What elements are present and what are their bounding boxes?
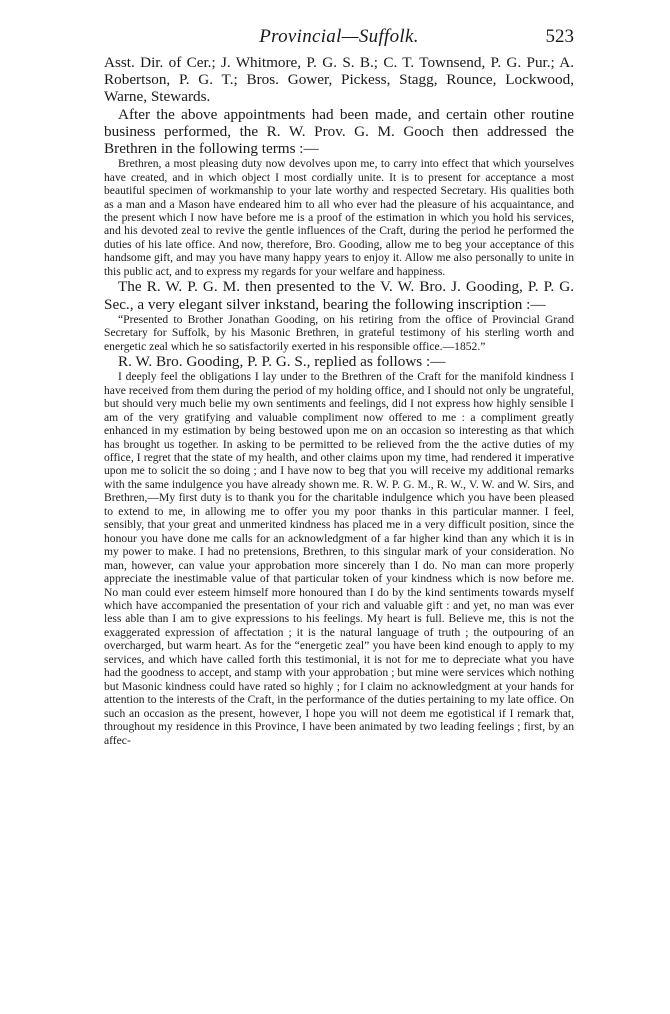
appointments-list: Asst. Dir. of Cer.; J. Whitmore, P. G. S. B.; C. T. Townsend, P. G. Pur.; A. Robertson, P. G. T.; Bros. Gower, Pickess, Stagg, Rounce, Lockwood, Warne, Stewards. <box>104 54 574 106</box>
page-number: 523 <box>545 26 574 47</box>
presentation-speech: Brethren, a most pleasing duty now devolves upon me, to carry into effect that which yourselves have created, and in which object I most cordially unite. It is to present for acceptance a most beautiful specimen of workmanship to your late worthy and respected Secretary. His qualities both as a man and a Mason have endeared him to all who ever had the pleasure of his acquaintance, and the present which I now have before me is a proof of the estimation in which you hold his services, and his devoted zeal to revive the gentle influences of the Craft, during the period he performed the duties of his late office. And now, therefore, Bro. Gooding, allow me to beg your acceptance of this handsome gift, and may you have many happy years to enjoy it. Allow me also personally to unite in this public act, and to express my regards for your welfare and happiness. <box>104 157 574 278</box>
presentation-paragraph: The R. W. P. G. M. then presented to the V. W. Bro. J. Gooding, P. P. G. Sec., a very elegant silver inkstand, bearing the following inscription :— <box>104 278 574 313</box>
inscription-text: “Presented to Brother Jonathan Gooding, on his retiring from the office of Provincial Grand Secretary for Suffolk, by his Masonic Brethren, in grateful testimony of his sterling worth and energetic zeal which he so satisfactorily exerted in his responsible office.—1852.” <box>104 312 574 353</box>
reply-speech: I deeply feel the obligations I lay under to the Brethren of the Craft for the manifold kindness I have received from them during the period of my holding office, and I should not only be ungrateful, but should very much belie my own sentiments and feelings, did I not express how highly sensible I am of the very gratifying and valuable compliment now offered to me : a compliment greatly enhanced in my estimation by being bestowed upon me on an occasion so interesting as that which has brought us together. In asking to be permitted to be relieved from the the active duties of my office, I regret that the state of my health, and other claims upon my time, had rendered it imperative upon me to solicit the so doing ; and I have now to beg that you will receive my additional remarks with the same indulgence you have already shown me. R. W. P. G. M., R. W., V. W. and W. Sirs, and Brethren,—My first duty is to thank you for the charitable indulgence which you have been pleased to extend to me, in allowing me to offer you my poor thanks in this particular manner. I feel, sensibly, that your great and unmerited kindness has placed me in a very difficult position, since the honour you have done me calls for an acknowledgment of a far higher kind than any which it is in my power to make. I had no pretensions, Brethren, to this singular mark of your consideration. No man, however, can value your approbation more sincerely than I do. No man can more properly appreciate the inestimable value of that particular token of your kindness which is now before me. No man could ever esteem himself more honoured than I do by the kind sentiments towards myself which have accompanied the presentation of your rich and valuable gift : and yet, no man was ever less able than I am to give expressions to his feelings. My heart is full. Believe me, this is not the exaggerated expression of affectation ; it is the natural language of truth ; the outpouring of an overcharged, but warm heart. As for the “energetic zeal” you have been kind enough to apply to my services, and which have called forth this testimonial, it is not for me to depreciate what you have had the goodness to accept, and stamp with your approbation ; but mine were services which nothing but Masonic kindness could have rated so highly ; for I claim no acknowledgment at your hands for attention to the interests of the Craft, in the performance of the duties pertaining to my late office. On such an occasion as the present, however, I hope you will not deem me egotistical if I remark that, throughout my residence in this Province, I have been animated by two leading feelings ; first, by an affec- <box>104 370 574 747</box>
running-head <box>104 26 574 52</box>
reply-intro: R. W. Bro. Gooding, P. P. G. S., replied as follows :— <box>118 353 446 371</box>
page <box>104 26 574 747</box>
address-intro: After the above appointments had been made, and certain other routine business performed, the R. W. Prov. G. M. Gooch then addressed the Brethren in the following terms :— <box>104 105 574 158</box>
running-title: Provincial—Suffolk. <box>259 26 419 47</box>
